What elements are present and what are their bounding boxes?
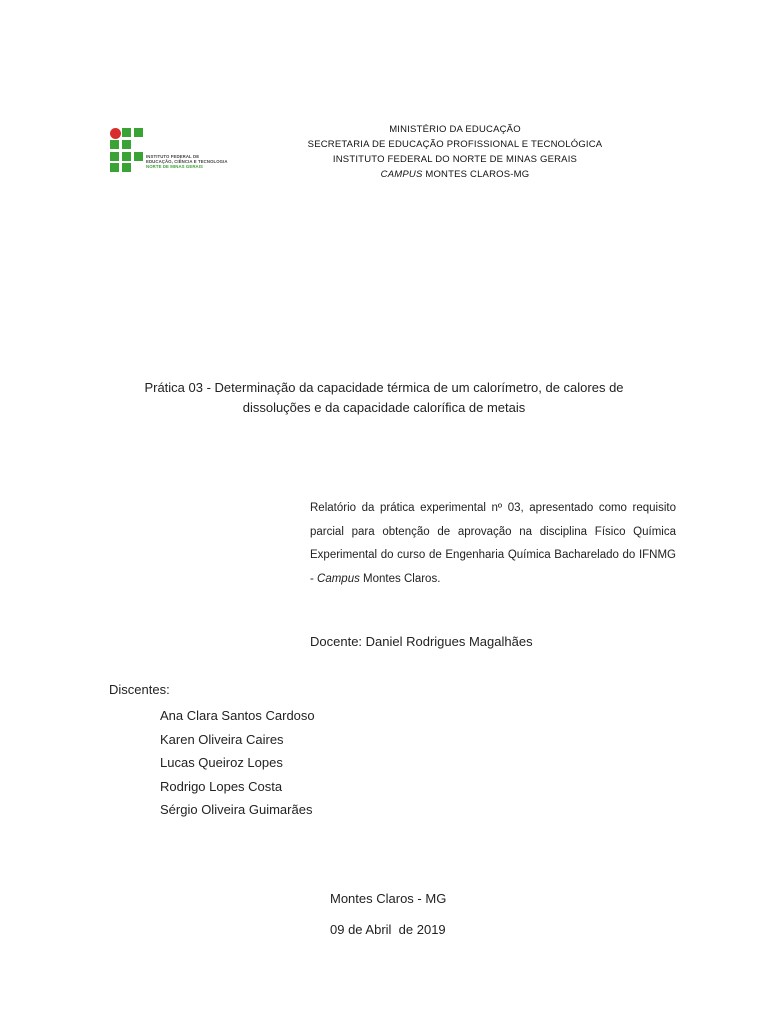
student-name: Lucas Queiroz Lopes (160, 755, 283, 770)
student-name: Karen Oliveira Caires (160, 731, 284, 747)
report-text: Relatório da prática experimental nº 03, apresentado como requisito parcial para obtenção de aprovação na disciplina Físico Química Experimental do curso de Engenharia Química Bacharelado do IFNMG - (310, 502, 676, 585)
report-description (310, 497, 676, 591)
logo-institution-text (146, 154, 236, 169)
discentes-label: Discentes: (109, 682, 170, 697)
header-ministry: MINISTÉRIO DA EDUCAÇÃO (389, 124, 521, 135)
logo-line-3: NORTE DE MINAS GERAIS (146, 164, 204, 169)
document-title: Prática 03 - Determinação da capacidade térmica de um calorímetro, de calores de dissoluções e da capacidade calorífica de metais (144, 380, 624, 415)
date-line: 09 de Abril de 2019 (330, 922, 446, 937)
institution-header (280, 122, 630, 182)
student-name: Ana Clara Santos Cardoso (160, 708, 315, 723)
logo-line-1: INSTITUTO FEDERAL DE (146, 154, 200, 159)
student-name: Sérgio Oliveira Guimarães (160, 802, 313, 817)
students-list (160, 704, 315, 822)
logo-line-2: EDUCAÇÃO, CIÊNCIA E TECNOLOGIA (146, 159, 228, 164)
report-text-end: Montes Claros. (359, 572, 441, 585)
docente-line: Docente: Daniel Rodrigues Magalhães (310, 634, 533, 649)
header-campus-name: MONTES CLAROS-MG (422, 169, 530, 180)
header-campus (280, 167, 630, 182)
logo-grid-icon (110, 128, 144, 172)
ifnmg-logo (110, 128, 230, 172)
header-campus-word: CAMPUS (380, 169, 423, 180)
city-line: Montes Claros - MG (330, 891, 447, 906)
student-name: Rodrigo Lopes Costa (160, 778, 283, 794)
report-campus-word: Campus (317, 572, 360, 585)
logo-red-dot (110, 128, 121, 139)
header-institute: INSTITUTO FEDERAL DO NORTE DE MINAS GERAIS (332, 154, 578, 165)
header-secretariat: SECRETARIA DE EDUCAÇÃO PROFISSIONAL E TECNOLÓGICA (307, 139, 603, 150)
